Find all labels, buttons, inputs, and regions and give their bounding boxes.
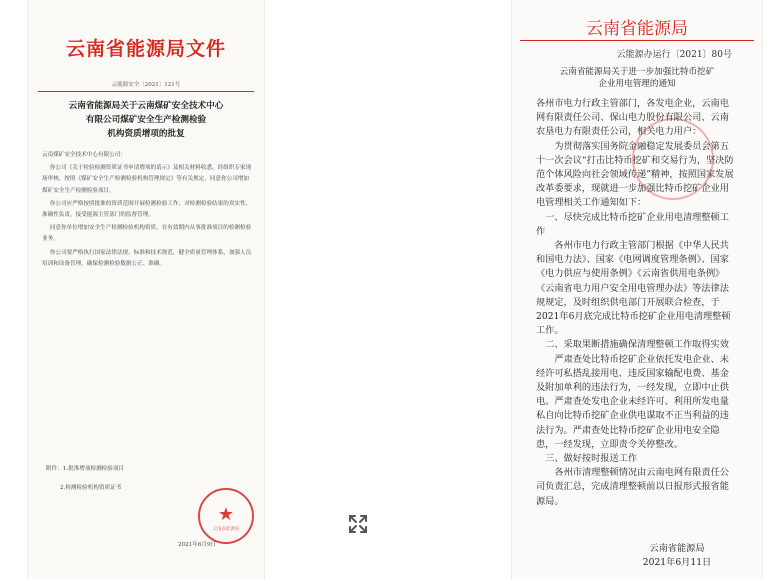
left-doc-paragraph: 同意你单位增加安全生产检测检验机构资质，在有效期内从事批准项目的检测检验业务。 [42, 225, 252, 243]
left-doc-paragraph: 你公司应严格按照批准的资质范围开展检测检验工作，对检测检验结果的真实性、准确性负责，接受能源主管部门的监督管理。 [42, 200, 252, 219]
right-doc-paragraph: 各州市清理整顿情况由云南电网有限责任公司负责汇总，完成清理整顿前以日报形式报省能源局。 [536, 467, 729, 507]
right-doc-paragraph: 各州市电力行政主管部门，各发电企业，云南电网有限责任公司、保山电力股份有限公司、云南农垦电力有限责任公司，相关电力用户： [536, 98, 729, 138]
right-doc-section-heading: 三、做好按时报送工作 [545, 453, 638, 465]
left-doc-header: 云南省能源局文件 [65, 38, 226, 60]
right-doc-body [536, 97, 736, 509]
left-doc-attachment: 附件：1.批准增项检测检验项目 [46, 466, 125, 472]
seal-text: 云南省能源局 [212, 527, 240, 532]
left-doc-body [42, 150, 252, 272]
left-doc-title-line: 云南省能源局关于云南煤矿安全技术中心 [68, 101, 224, 111]
left-doc-date: 2021年6月9日 [178, 542, 217, 548]
left-doc-title-line: 机构资质增项的批复 [107, 129, 185, 139]
left-doc-attachment: 2.检测检验机构资质证书 [60, 485, 122, 491]
left-document-page [28, 0, 264, 579]
left-doc-paragraph: 你公司要严格执行国家法律法规、标准和技术规范，健全质量管理体系，加强人员培训和设备管理，确保检测检验数据公正、准确。 [42, 249, 252, 267]
right-doc-signature [622, 542, 732, 570]
right-doc-paragraph: 为贯彻落实国务院金融稳定发展委员会第五十一次会议“打击比特币挖矿和交易行为，坚决防范个体风险向社会领域传递”精神，按照国家发展改革委要求，现就进一步加强比特币挖矿企业用电管理相关工作通知如下： [536, 140, 734, 209]
left-doc-number: 云能源安全〔2021〕121号 [111, 82, 181, 88]
official-seal [198, 488, 254, 544]
right-doc-sign-date: 2021年6月11日 [642, 557, 712, 568]
right-doc-red-rule [520, 40, 754, 41]
right-doc-number: 云能源办运行〔2021〕80号 [616, 50, 732, 60]
left-doc-paragraph: 你公司《关于检验检测资质证书申请增项的请示》及相关材料收悉。经组织专家现场审核，按照《煤矿安全生产检测检验机构管理规定》等有关规定，同意你公司增加煤矿安全生产检测检验项目。 [42, 165, 252, 194]
seal-star-icon: ★ [217, 504, 235, 525]
right-doc-title-line: 企业用电管理的通知 [598, 79, 676, 89]
left-doc-title [46, 99, 246, 141]
right-doc-title-line: 云南省能源局关于进一步加强比特币挖矿 [559, 67, 715, 77]
left-doc-red-rule [38, 91, 254, 92]
right-document-page [512, 0, 762, 579]
right-doc-header: 云南省能源局 [586, 19, 688, 39]
right-doc-paragraph: 严肃查处比特币挖矿企业依托发电企业、未经许可私搭乱接用电、违反国家输配电费、基金及附加单利的违法行为，一经发现，立即中止供电。严肃查处发电企业未经许可、利用所发电量私自向比特币挖矿企业供电谋取不正当利益的违法行为。严肃查处比特币挖矿企业用电安全隐患，一经发现，立即责令关停整改。 [536, 353, 729, 450]
right-doc-paragraph: 各州市电力行政主管部门根据《中华人民共和国电力法》、国家《电网调度管理条例》、国家《电力供应与使用条例》《云南省供用电条例》《云南省电力用户安全用电管理办法》等法律法规规定，及时组织供电部门开展联合检查，于2021年6月底完成比特币挖矿企业用电清理整顿工作。 [536, 240, 731, 337]
left-doc-title-line: 有限公司煤矿安全生产检测检验 [85, 115, 207, 125]
right-doc-title [512, 66, 762, 90]
right-doc-sign-org: 云南省能源局 [649, 543, 705, 554]
expand-icon[interactable] [346, 512, 370, 536]
left-doc-paragraph: 云南煤矿安全技术中心有限公司： [42, 152, 126, 158]
right-doc-section-heading: 一、尽快完成比特币挖矿企业用电清理整顿工作 [536, 211, 729, 237]
right-doc-section-heading: 二、采取果断措施确保清理整顿工作取得实效 [545, 339, 729, 351]
